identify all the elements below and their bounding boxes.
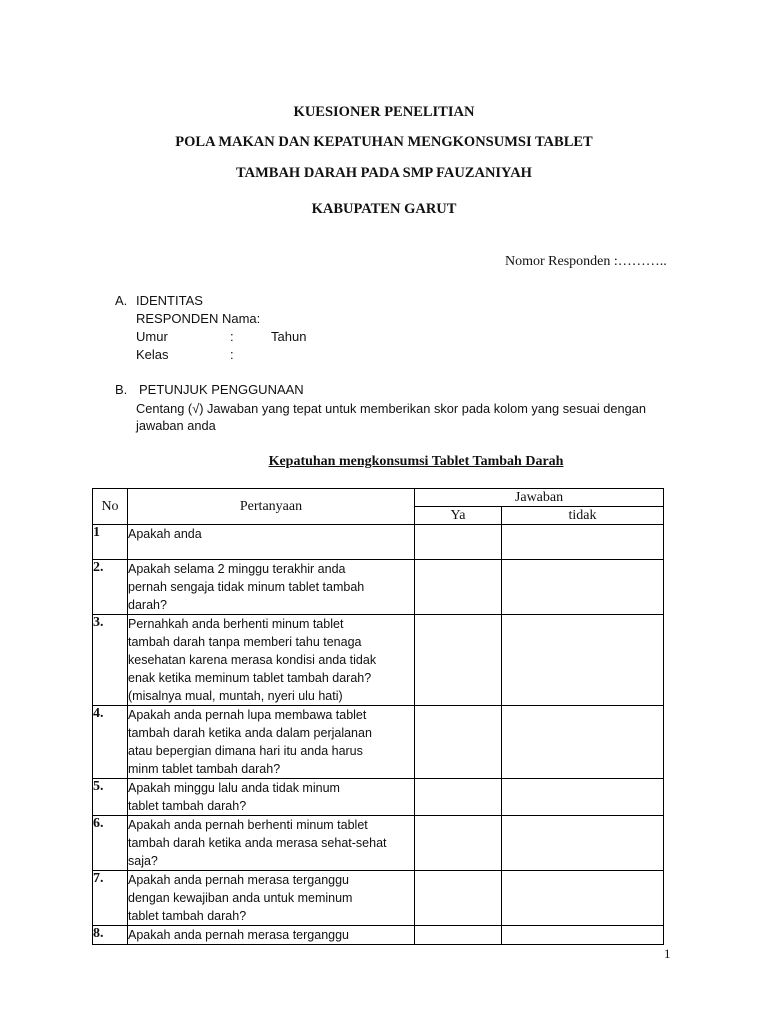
answer-no-cell[interactable] [502,871,664,926]
section-a-marker: A. [115,293,128,308]
question-row [93,926,664,945]
question-row [93,871,664,926]
answer-no-cell[interactable] [502,525,664,560]
answer-no-cell[interactable] [502,816,664,871]
answer-no-cell[interactable] [502,560,664,615]
instructions-line-1: Centang (√) Jawaban yang tepat untuk memberikan skor pada kolom yang sesuai dengan [136,401,646,416]
answer-yes-cell[interactable] [415,706,502,779]
question-row [93,816,664,871]
page-number: 1 [664,946,671,961]
answer-yes-cell[interactable] [415,615,502,706]
header-yes: Ya [415,507,502,525]
answer-no-cell[interactable] [502,926,664,945]
question-text [128,816,415,871]
question-text-line: minm tablet tambah darah? [128,762,281,776]
question-text-line: kesehatan karena merasa kondisi anda tidak [128,653,377,667]
question-text-line: dengan kewajiban anda untuk meminum [128,891,353,905]
class-colon: : [230,347,234,362]
question-text-line: atau bepergian dimana hari itu anda harus [128,744,363,758]
question-row [93,779,664,816]
question-number: 1 [93,525,128,560]
answer-yes-cell[interactable] [415,525,502,560]
question-row [93,706,664,779]
question-text [128,525,415,560]
answer-no-cell[interactable] [502,615,664,706]
answer-no-cell[interactable] [502,706,664,779]
question-text-line: tambah darah ketika anda dalam perjalanan [128,726,372,740]
question-text-line: tablet tambah darah? [128,909,247,923]
question-number: 4. [93,706,128,779]
section-b-marker: B. [115,382,128,397]
question-text [128,706,415,779]
section-a-heading: IDENTITAS [136,293,203,308]
header-answer: Jawaban [415,489,664,507]
question-text-line: Apakah anda pernah lupa membawa tablet [128,708,367,722]
question-text-line: enak ketika meminum tablet tambah darah? [128,671,372,685]
question-text-line: pernah sengaja tidak minum tablet tambah [128,580,365,594]
question-number: 8. [93,926,128,945]
question-text [128,779,415,816]
question-text-line: tambah darah tanpa memberi tahu tenaga [128,635,362,649]
respondent-name-label: RESPONDEN Nama: [136,311,261,326]
question-text-line: Apakah anda [128,527,202,541]
answer-no-cell[interactable] [502,779,664,816]
age-unit: Tahun [271,329,307,344]
question-number: 2. [93,560,128,615]
question-number: 3. [93,615,128,706]
question-number: 5. [93,779,128,816]
answer-yes-cell[interactable] [415,816,502,871]
title-line-4: KABUPATEN GARUT [311,201,457,217]
answer-yes-cell[interactable] [415,560,502,615]
header-question: Pertanyaan [128,489,415,525]
question-text [128,871,415,926]
question-text-line: Apakah anda pernah merasa terganggu [128,928,349,942]
question-text-line: (misalnya mual, muntah, nyeri ulu hati) [128,689,343,703]
header-no: No [93,489,128,525]
question-text-line: Apakah minggu lalu anda tidak minum [128,781,340,795]
title-line-1: KUESIONER PENELITIAN [293,104,475,120]
question-text-line: Pernahkah anda berhenti minum tablet [128,617,344,631]
header-no-answer: tidak [502,507,664,525]
instructions-line-2: jawaban anda [136,418,216,433]
age-colon: : [230,329,234,344]
question-row [93,525,664,560]
question-number: 7. [93,871,128,926]
class-label: Kelas [136,347,169,362]
question-text [128,615,415,706]
question-text-line: tablet tambah darah? [128,799,247,813]
question-text [128,560,415,615]
question-text-line: Apakah anda pernah merasa terganggu [128,873,349,887]
section-title: Kepatuhan mengkonsumsi Tablet Tambah Darah [268,454,564,469]
answer-yes-cell[interactable] [415,779,502,816]
question-text-line: darah? [128,598,167,612]
questionnaire-table [92,488,664,945]
question-row [93,615,664,706]
question-text-line: saja? [128,854,158,868]
title-line-3: TAMBAH DARAH PADA SMP FAUZANIYAH [236,165,532,181]
question-text-line: Apakah selama 2 minggu terakhir anda [128,562,346,576]
question-row [93,560,664,615]
question-text-line: tambah darah ketika anda merasa sehat-sehat [128,836,387,850]
section-b-heading: PETUNJUK PENGGUNAAN [139,382,304,397]
question-number: 6. [93,816,128,871]
title-line-2: POLA MAKAN DAN KEPATUHAN MENGKONSUMSI TABLET [175,134,593,150]
answer-yes-cell[interactable] [415,871,502,926]
answer-yes-cell[interactable] [415,926,502,945]
age-label: Umur [136,329,168,344]
question-text-line: Apakah anda pernah berhenti minum tablet [128,818,368,832]
respondent-number: Nomor Responden :……….. [505,254,667,269]
question-text [128,926,415,945]
